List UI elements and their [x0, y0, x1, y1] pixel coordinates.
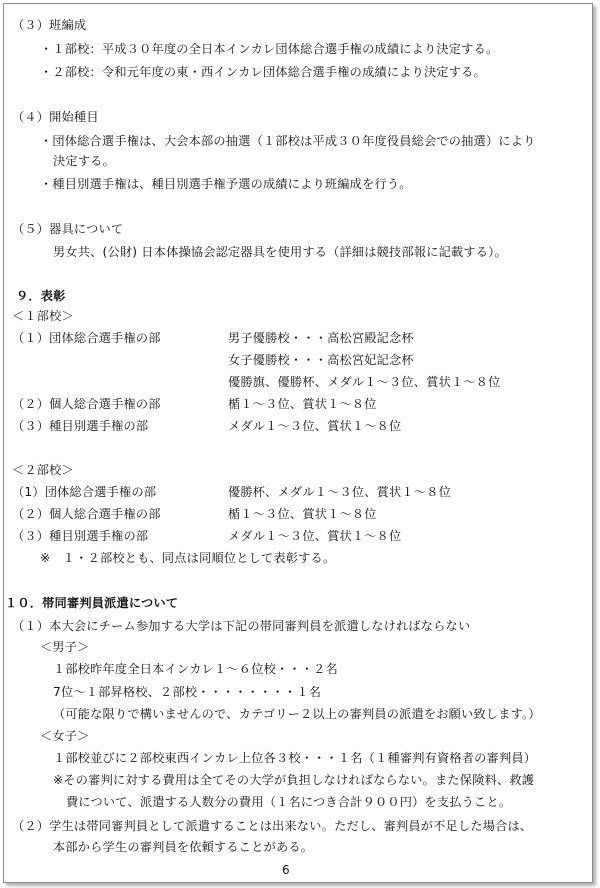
page-number: 6	[282, 863, 290, 877]
award-value: メダル１～３位、賞状１～８位	[228, 529, 402, 543]
award-label: （1）団体総合選手権の部	[12, 485, 157, 499]
male-line-2: 7位～１部昇格校、２部校・・・・・・・・１名	[53, 685, 322, 699]
female-line-3: 費について、派遣する人数分の費用（１名につき合計９００円）を支払うこと。	[66, 795, 512, 809]
section-10-item-2a: （２）学生は帯同審判員として派遣することは出来ない。ただし、審判員が不足した場合は、	[12, 819, 533, 833]
award-value: 女子優勝校・・・高松宮妃記念杯	[228, 353, 414, 367]
section-9-note: ※ １・２部校とも、同点は同順位として表彰する。	[40, 551, 336, 565]
award-label: （２）個人総合選手権の部	[12, 507, 161, 521]
section-9-heading: ９．表彰	[16, 289, 66, 303]
female-label: ＜女子＞	[40, 729, 90, 743]
award-value: 優勝旗、優勝杯、メダル１～３位、賞状１～８位	[228, 375, 501, 389]
award-value: 楯１～３位、賞状１～８位	[228, 507, 377, 521]
section-4-item-2: ・種目別選手権は、種目別選手権予選の成績により班編成を行う。	[40, 177, 412, 191]
section-3-item-2: ・２部校：令和元年度の東・西インカレ団体総合選手権の成績により決定する。	[40, 65, 486, 79]
section-10-item-1: （１）本大会にチーム参加する大学は下記の帯同審判員を派遣しなければならない	[12, 619, 471, 633]
award-value: メダル１～３位、賞状１～８位	[228, 419, 402, 433]
award-label: （１）団体総合選手権の部	[12, 331, 161, 345]
award-label: （３）種目別選手権の部	[12, 419, 149, 433]
section-4-item-1b: 決定する。	[53, 154, 115, 168]
award-value: 楯１～３位、賞状１～８位	[228, 397, 377, 411]
section-3-heading: （３）班編成	[12, 18, 87, 32]
division-2-label: ＜２部校＞	[12, 463, 74, 477]
award-label: （３）種目別選手権の部	[12, 529, 149, 543]
award-value: 男子優勝校・・・高松宮殿記念杯	[228, 331, 414, 345]
section-10-heading: １０．帯同審判員派遣について	[5, 596, 179, 610]
female-line-1: １部校並びに２部校東西インカレ上位各３校・・・１名（１種審判有資格者の審判員）	[53, 751, 537, 765]
division-1-label: ＜１部校＞	[12, 309, 74, 323]
section-5-text: 男女共、(公財) 日本体操協会認定器具を使用する（詳細は競技部報に記載する）。	[53, 245, 507, 259]
section-4-item-1a: ・団体総合選手権は、大会本部の抽選（１部校は平成３０年度役員総会での抽選）により	[40, 134, 536, 148]
section-10-item-2b: 本部から学生の審判員を依頼することがある。	[53, 840, 314, 854]
male-label: ＜男子＞	[40, 640, 90, 654]
male-line-3: （可能な限りで構いませんので、カテゴリー２以上の審判員の派遣をお願い致します。）	[53, 707, 541, 721]
section-3-item-1: ・１部校：平成３０年度の全日本インカレ団体総合選手権の成績により決定する。	[40, 42, 499, 56]
female-line-2: ※その審判に対する費用は全てその大学が負担しなければならない。また保険料、救護	[53, 773, 535, 787]
male-line-1: １部校昨年度全日本インカレ１～６位校・・・２名	[53, 662, 338, 676]
section-4-heading: （４）開始種目	[12, 110, 99, 124]
award-value: 優勝杯、メダル１～３位、賞状１～８位	[228, 485, 451, 499]
section-5-heading: （５）器具について	[12, 222, 124, 236]
award-label: （２）個人総合選手権の部	[12, 397, 161, 411]
